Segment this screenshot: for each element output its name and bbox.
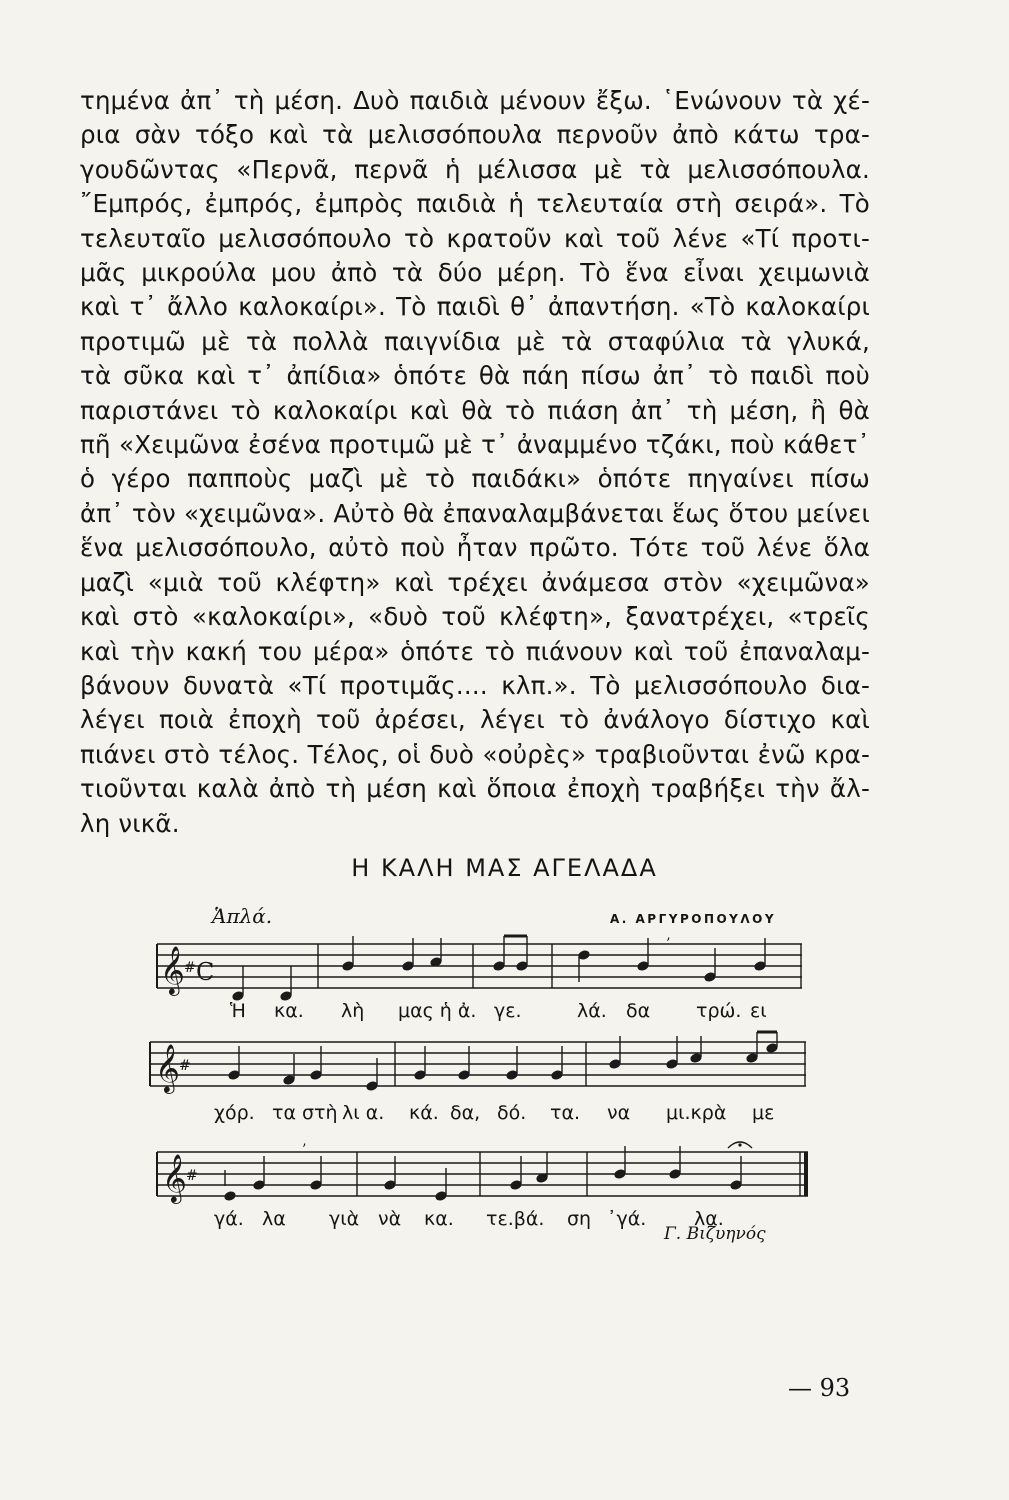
music-staff-2 xyxy=(0,1018,1009,1098)
svg-text:#: # xyxy=(186,1168,198,1184)
svg-text:𝄞: 𝄞 xyxy=(155,1043,180,1092)
staff-2-notation xyxy=(0,1018,1009,1098)
composer-credit: Α. ΑΡΓΥΡΟΠΟΥΛΟΥ xyxy=(610,912,777,926)
lyric-syllable: Ἡ xyxy=(230,1000,246,1022)
text-line: καὶ στὸ «καλοκαίρι», «δυὸ τοῦ κλέφτη», ξανατρέχει, «τρεῖς xyxy=(80,602,870,632)
lyric-syllable: λά. xyxy=(577,1000,607,1022)
lyric-syllable: γε. xyxy=(494,1000,522,1022)
text-line: ὁ γέρο παπποὺς μαζὶ μὲ τὸ παιδάκι» ὁπότε πηγαίνει πίσω xyxy=(80,464,870,494)
lyric-syllable: λα xyxy=(262,1208,286,1230)
music-staff-1 xyxy=(0,922,1009,1002)
text-line: ἕνα μελισσόπουλο, αὐτὸ ποὺ ἦταν πρῶτο. Τότε τοῦ λένε ὅλα xyxy=(80,533,870,563)
lyric-syllable: λα. xyxy=(694,1208,724,1230)
lyric-syllable: λι α. xyxy=(342,1102,385,1124)
lyric-syllable: κά. xyxy=(409,1102,439,1124)
staff-1-notation xyxy=(0,922,1009,1002)
svg-text:#: # xyxy=(184,960,196,976)
music-staff-3 xyxy=(0,1130,1009,1210)
tempo-marking: Ἁπλά. xyxy=(212,904,273,928)
text-line: προτιμῶ μὲ τὰ πολλὰ παιγνίδια μὲ τὰ σταφύλια τὰ γλυκά, xyxy=(80,326,870,356)
lyric-syllable: τα. xyxy=(550,1102,581,1124)
text-line: τημένα ἀπ᾿ τὴ μέση. Δυὸ παιδιὰ μένουν ἔξω. ῾Ενώνουν τὰ χέ- xyxy=(80,86,870,115)
svg-text:𝄞: 𝄞 xyxy=(162,1153,187,1202)
lyric-syllable: να xyxy=(607,1102,631,1124)
text-line: μᾶς μικρούλα μου ἀπὸ τὰ δύο μέρη. Τὸ ἕνα εἶναι χειμωνιὰ xyxy=(80,258,870,288)
lyric-syllable: κα. xyxy=(424,1208,454,1230)
lyric-syllable: ση xyxy=(567,1208,592,1230)
text-line: ῎Εμπρός, ἐμπρός, ἐμπρὸς παιδιὰ ἡ τελευταία στὴ σειρά». Τὸ xyxy=(80,189,870,219)
staff-3-notation xyxy=(0,1130,1009,1210)
text-line: γουδῶντας «Περνᾶ, περνᾶ ἡ μέλισσα μὲ τὰ μελισσόπουλα. xyxy=(80,154,870,184)
svg-text:’: ’ xyxy=(666,936,671,952)
text-line: πιάνει στὸ τέλος. Τέλος, οἱ δυὸ «οὐρὲς» τραβιοῦνται ἐνῶ κρα- xyxy=(80,739,870,769)
text-line: τὰ σῦκα καὶ τ᾿ ἀπίδια» ὁπότε θὰ πάη πίσω ἀπ᾿ τὸ παιδὶ ποὺ xyxy=(80,361,870,391)
lyric-syllable: μι.κρὰ xyxy=(666,1102,727,1124)
lyric-syllable: γά. xyxy=(214,1208,244,1230)
text-line: τιοῦνται καλὰ ἀπὸ τὴ μέση καὶ ὅποια ἐποχὴ τραβήξει τὴν ἄλ- xyxy=(80,774,870,804)
text-line: ρια σὰν τόξο καὶ τὰ μελισσόπουλα περνοῦν ἀπὸ κάτω τρα- xyxy=(80,120,870,150)
text-line: λη νικᾶ. xyxy=(80,808,180,838)
lyrics-row-3 xyxy=(0,1208,1009,1238)
text-line: λέγει ποιὰ ἐποχὴ τοῦ ἀρέσει, λέγει τὸ ἀνάλογο δίστιχο καὶ xyxy=(80,705,870,735)
lyric-syllable: τα στὴ xyxy=(272,1102,338,1124)
text-line: καὶ τ᾿ ἄλλο καλοκαίρι». Τὸ παιδὶ θ᾿ ἀπαντήση. «Τὸ καλοκαίρι xyxy=(80,292,870,322)
lyric-syllable: χόρ. xyxy=(214,1102,255,1124)
svg-text:C: C xyxy=(196,958,215,986)
body-text xyxy=(80,84,870,841)
song-title: Η ΚΑΛΗ ΜΑΣ ΑΓΕΛΑΔΑ xyxy=(351,854,658,882)
svg-text:’: ’ xyxy=(302,1142,307,1158)
text-line: παριστάνει τὸ καλοκαίρι καὶ θὰ τὸ πιάση ἀπ᾿ τὴ μέση, ἢ θὰ xyxy=(80,395,870,425)
lyric-syllable: τε.βά. xyxy=(486,1208,545,1230)
svg-text:𝄞: 𝄞 xyxy=(160,945,185,994)
lyric-syllable: τρώ. xyxy=(696,1000,742,1022)
lyric-syllable: γιὰ xyxy=(329,1208,360,1230)
text-line: βάνουν δυνατὰ «Τί προτιμᾶς.... κλπ.». Τὸ μελισσόπουλο δια- xyxy=(80,670,870,700)
poet-credit: Γ. Βιζυηνός xyxy=(664,1224,766,1244)
lyrics-row-2 xyxy=(0,1102,1009,1132)
lyric-syllable: λὴ xyxy=(341,1000,365,1022)
text-line: μαζὶ «μιὰ τοῦ κλέφτη» καὶ τρέχει ἀνάμεσα στὸν «χειμῶνα» xyxy=(80,567,870,597)
svg-text:#: # xyxy=(179,1058,191,1074)
lyric-syllable: μας ἡ ἀ. xyxy=(398,1000,477,1022)
text-line: καὶ τὴν κακή του μέρα» ὁπότε τὸ πιάνουν καὶ τοῦ ἐπαναλαμ- xyxy=(80,636,870,666)
lyric-syllable: ει xyxy=(750,1000,767,1022)
lyric-syllable: κα. xyxy=(274,1000,304,1022)
page-number: — 93 xyxy=(788,1374,851,1402)
lyric-syllable: δό. xyxy=(497,1102,527,1124)
lyric-syllable: δα, xyxy=(450,1102,481,1124)
lyric-syllable: ᾿γά. xyxy=(607,1208,647,1230)
text-line: ἀπ᾿ τὸν «χειμῶνα». Αὐτὸ θὰ ἐπαναλαμβάνεται ἕως ὅτου μείνει xyxy=(80,498,870,528)
text-line: τελευταῖο μελισσόπουλο τὸ κρατοῦν καὶ τοῦ λένε «Τί προτι- xyxy=(80,223,870,253)
lyric-syllable: με xyxy=(752,1102,775,1124)
lyric-syllable: δα xyxy=(626,1000,651,1022)
text-line: πῆ «Χειμῶνα ἐσένα προτιμῶ μὲ τ᾿ ἀναμμένο τζάκι, ποὺ κάθετ᾿ xyxy=(80,430,870,460)
lyric-syllable: νὰ xyxy=(378,1208,402,1230)
